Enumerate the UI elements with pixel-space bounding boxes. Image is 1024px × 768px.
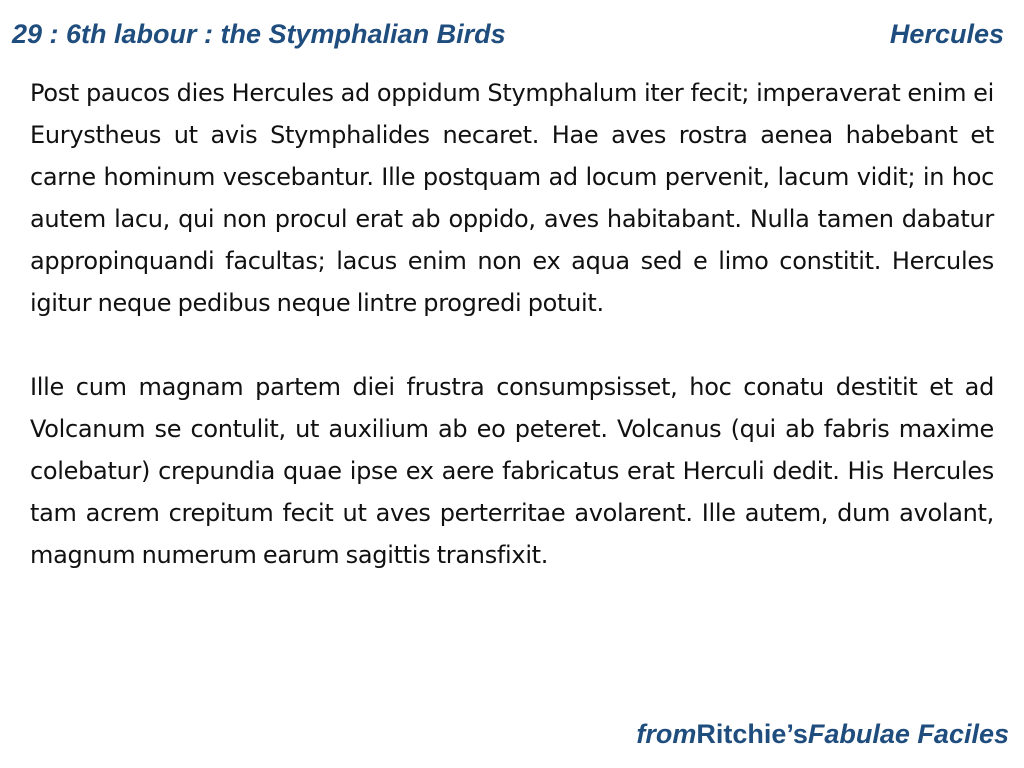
paragraph-1: Post paucos dies Hercules ad oppidum Stymphalum iter fecit; imperaverat enim ei Eurystheus ut avis Stymphalides necaret. Hae aves rostra aenea habebant et carne hominum vescebantur. Ille postquam ad locum pervenit, lacum vidit; in hoc autem lacu, qui non procul erat ab oppido, aves habitabant. Nulla tamen dabatur appropinquandi facultas; lacus enim non ex aqua sed e limo constitit. Hercules igitur neque pedibus neque lintre progredi potuit. bbox=[30, 79, 994, 317]
latin-text bbox=[30, 72, 994, 576]
lesson-title: 29 : 6th labour : the Stymphalian Birds bbox=[12, 18, 506, 49]
attribution-from: from bbox=[636, 718, 697, 749]
page-header bbox=[12, 14, 1004, 54]
attribution-book: Fabulae Faciles bbox=[807, 718, 1009, 749]
paragraph-2: Ille cum magnam partem diei frustra consumpsisset, hoc conatu destitit et ad Volcanum se contulit, ut auxilium ab eo peteret. Volcanus (qui ab fabris maxime colebatur) crepundia quae ipse ex aere fabricatus erat Herculi dedit. His Hercules tam acrem crepitum fecit ut aves perterritae avolarent. Ille autem, dum avolant, magnum numerum earum sagittis transfixit. bbox=[30, 373, 994, 569]
source-attribution bbox=[636, 714, 1009, 754]
lesson-subject: Hercules bbox=[889, 18, 1004, 49]
attribution-author: Ritchie’s bbox=[696, 718, 808, 749]
